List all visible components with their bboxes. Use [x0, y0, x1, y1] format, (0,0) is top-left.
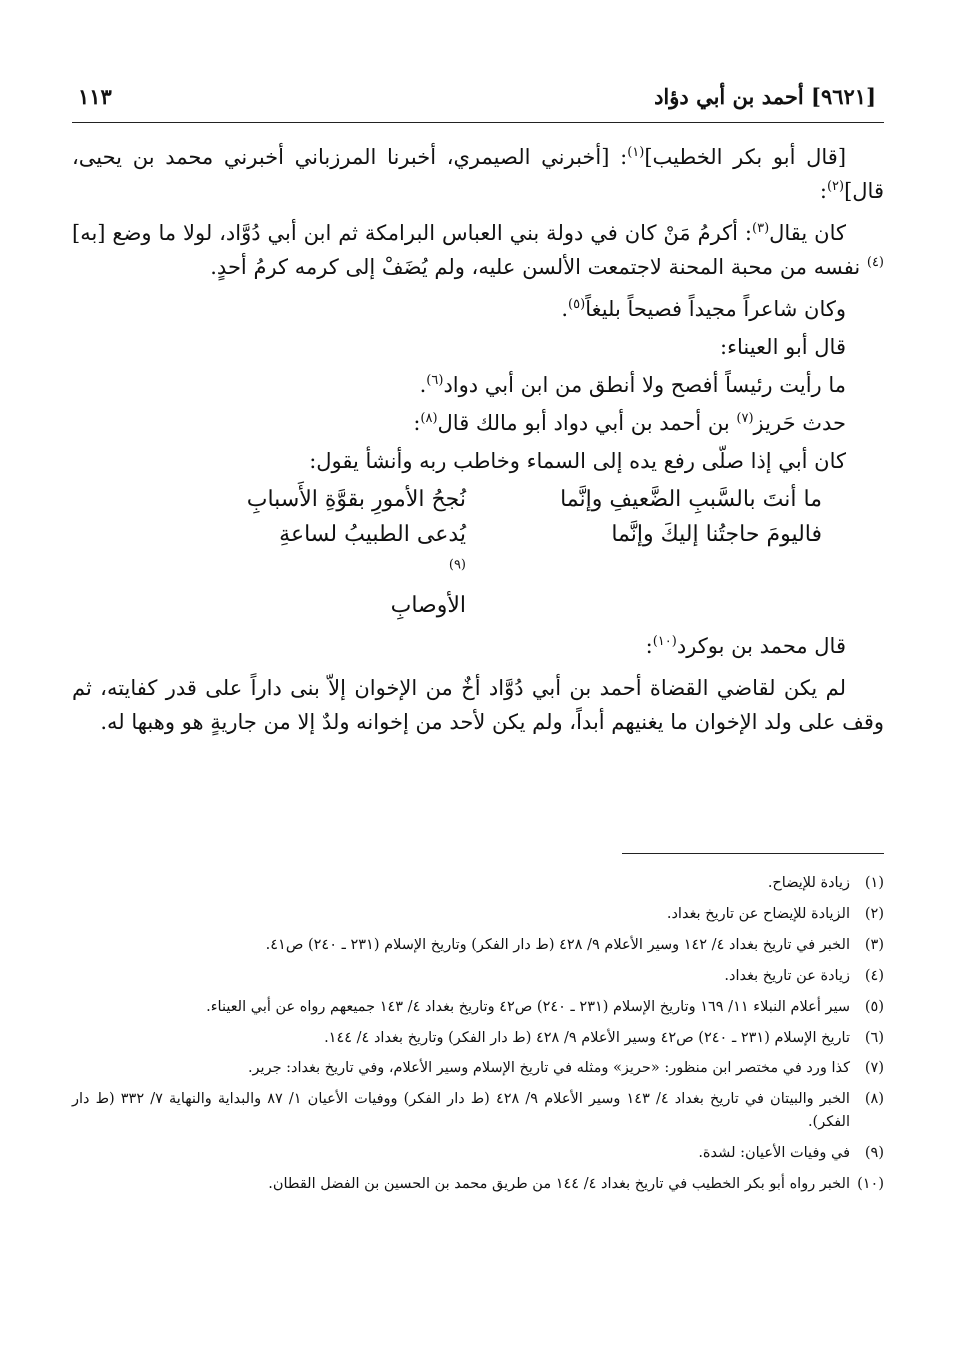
footnote-text: الخبر والبيتان في تاريخ بغداد ٤/ ١٤٣ وسير الأعلام ٩/ ٤٢٨ (ط دار الفكر) ووفيات الأعيان ١/ ٨٧ والبداية والنهاية ٧/ ٣٣٢ (ط دار الفكر).	[72, 1091, 850, 1131]
footnote-ref: (٥)	[568, 297, 586, 313]
paragraph-isnad	[72, 140, 884, 208]
footnote-ref: (١)	[627, 145, 645, 160]
footnote-ref: (١٠)	[652, 633, 677, 649]
verse-line	[136, 517, 822, 623]
footnote-number: (٢)	[864, 905, 884, 922]
footnote-text: زيادة عن تاريخ بغداد.	[724, 967, 850, 984]
text-run: : [أخبرني الصيمري، أخبرنا المرزباني أخبرني محمد بن يحيى، قال]	[72, 145, 884, 204]
footnote	[72, 1057, 884, 1080]
footnote-number: (٣)	[864, 936, 884, 953]
footnote	[72, 965, 884, 988]
verse-first-hemistich: ما أنتَ بالسَّببِ الضَّعيفِ وإنَّما	[560, 487, 822, 513]
footnote-text: الزيادة للإيضاح عن تاريخ بغداد.	[666, 905, 850, 922]
footnote	[72, 872, 884, 895]
text-run: :	[819, 179, 827, 204]
footnote-ref: (٢)	[826, 179, 845, 195]
paragraph-quote	[72, 368, 884, 402]
footnote-ref: (٦)	[426, 373, 444, 389]
footnote-number: (٦)	[864, 1029, 884, 1046]
footnote-number: (٨)	[864, 1091, 884, 1108]
footnote	[72, 1173, 884, 1196]
footnote-separator	[622, 853, 884, 854]
footnote-text: تاريخ الإسلام (٢٣١ ـ ٢٤٠) ص٤٢ وسير الأعلام ٩/ ٤٢٨ (ط دار الفكر) وتاريخ بغداد ٤/ ١٤٤.	[324, 1029, 850, 1046]
footnote-number: (٤)	[864, 967, 884, 984]
verse-second-hemistich	[136, 517, 466, 623]
main-text	[72, 140, 884, 747]
page-number: ١١٣	[78, 84, 112, 109]
footnote	[72, 903, 884, 926]
page-header	[72, 80, 884, 123]
footnote-number: (٥)	[864, 998, 884, 1015]
running-head: [٩٦٢١] أحمد بن أبي دؤاد	[654, 84, 876, 109]
footnote	[72, 1088, 884, 1134]
text-run: الأوصابِ	[390, 592, 466, 618]
footnote	[72, 1142, 884, 1165]
paragraph-hariz	[72, 406, 884, 440]
footnote-number: (١)	[864, 875, 884, 891]
text-run: ما رأيت رئيساً أفصح ولا أنطق من ابن أبي دواد	[443, 373, 846, 398]
paragraph-prayer: كان أبي إذا صلّى رفع يده إلى السماء وخاطب ربه وأنشأ يقول:	[309, 449, 846, 474]
footnote-text: في وفيات الأعيان: لشدة.	[698, 1145, 850, 1162]
footnote-ref: (٤)	[866, 255, 884, 271]
verse-first-hemistich: فاليومَ حاجتُنا إليكَ وإنَّما	[611, 522, 822, 548]
footnote-text: سير أعلام النبلاء ١١/ ١٦٩ وتاريخ الإسلام (٢٣١ ـ ٢٤٠) ص٤٢ وتاريخ بغداد ٤/ ١٤٣ جميعهم رواه عن أبي العيناء.	[206, 998, 850, 1015]
footnote-text: الخبر في تاريخ بغداد ٤/ ١٤٢ وسير الأعلام ٩/ ٤٢٨ (ط دار الفكر) وتاريخ الإسلام (٢٣١ ـ ٢٤٠) ص٤١.	[265, 936, 850, 953]
text-run: نفسه من محبة المحنة لاجتمعت الألسن عليه، ولم يُضَفْ إلى كرمه كرمُ أحدٍ.	[210, 255, 867, 280]
text-run: قال محمد بن بوكرد	[676, 633, 846, 658]
text-run: [قال أبو بكر الخطيب]	[644, 145, 847, 169]
footnote-ref: (٣)	[752, 221, 770, 237]
text-run: :	[645, 633, 653, 658]
footnote-text: الخبر رواه أبو بكر الخطيب في تاريخ بغداد ٤/ ١٤٤ من طريق محمد بن الحسين بن الفضل القطان.	[268, 1176, 850, 1193]
footnotes	[72, 872, 884, 1204]
footnote-ref: (٧)	[736, 411, 754, 427]
paragraph-bukard	[72, 629, 884, 663]
text-run: : أكرمُ مَنْ كان في دولة بني العباس البرامكة ثم ابن أبي دُوَّاد، لولا ما وضع [به]	[72, 221, 752, 246]
paragraph-karam	[72, 216, 884, 284]
text-run: بن أحمد بن أبي دواد أبو مالك قال	[437, 411, 737, 436]
text-run: .	[419, 373, 427, 398]
text-run: وكان شاعراً مجيداً فصيحاً بليغاً	[585, 297, 846, 322]
text-run: .	[561, 297, 569, 322]
footnote-text: زيادة للإيضاح.	[767, 875, 850, 891]
footnote-number: (٩)	[864, 1145, 884, 1162]
text-run: يُدعى الطبيبُ لساعةِ	[279, 522, 466, 548]
footnote-number: (١٠)	[857, 1176, 884, 1193]
footnote	[72, 996, 884, 1019]
footnote-text: كذا ورد في مختصر ابن منظور: «حريز» ومثله في تاريخ الإسلام وسير الأعلام، وفي تاريخ بغداد: جرير.	[247, 1060, 850, 1077]
paragraph-abu-alayna: قال أبو العيناء:	[720, 335, 846, 360]
footnote	[72, 934, 884, 957]
paragraph-poet	[72, 292, 884, 326]
footnote	[72, 1027, 884, 1050]
footnote-number: (٧)	[864, 1060, 884, 1077]
verse-second-hemistich: نُجحُ الأمورِ بقوَّةِ الأَسبابِ	[246, 487, 466, 513]
verse-line	[136, 482, 822, 517]
poem	[72, 482, 884, 623]
text-run: :	[413, 411, 421, 436]
text-run: حدث حَريز	[753, 411, 846, 436]
text-run: كان يقال	[769, 221, 846, 246]
paragraph-generosity: لم يكن لقاضي القضاة أحمد بن أبي دُوَّاد أخٌ من الإخوان إلاّ بنى داراً على قدر كفايته، ثم وقف على ولد الإخوان ما يغنيهم أبداً، ولم يكن لأحد من إخوانه ولدٌ إلا من جاريةٍ هو وهبها له.	[72, 675, 884, 734]
footnote-ref: (٩)	[448, 557, 466, 573]
footnote-ref: (٨)	[420, 411, 438, 427]
